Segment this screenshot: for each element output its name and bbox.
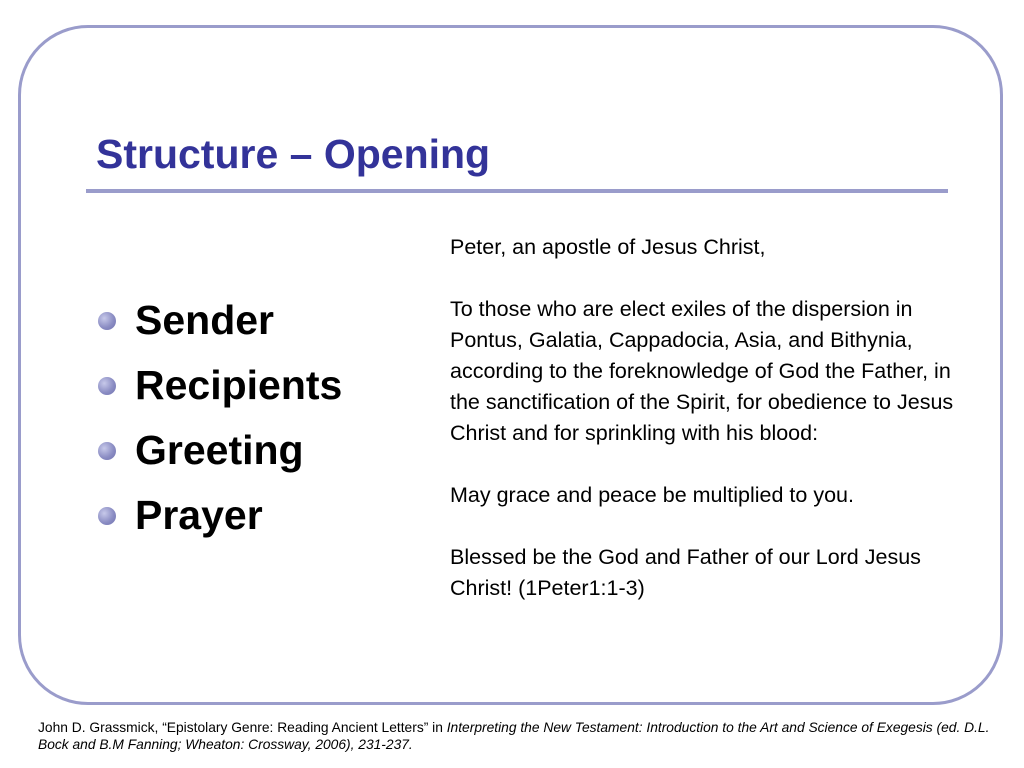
- citation-prefix: John D. Grassmick, “Epistolary Genre: Reading Ancient Letters” in: [38, 720, 447, 735]
- title-underline: [86, 189, 948, 193]
- passage-prayer: Blessed be the God and Father of our Lord Jesus Christ! (1Peter1:1-3): [450, 545, 921, 600]
- bullet-dot-icon: [98, 312, 116, 330]
- bullet-item-sender: [98, 288, 342, 353]
- passage-greeting: May grace and peace be multiplied to you.: [450, 483, 854, 507]
- footnote-citation: [38, 719, 998, 753]
- citation-source-title: Interpreting the New Testament: Introduction to the Art and Science of Exegesis (ed. D.L. Bock and B.M Fanning; Wheaton: Crossway, 2006), 231-237.: [38, 720, 990, 752]
- bullet-dot-icon: [98, 442, 116, 460]
- bullet-dot-icon: [98, 507, 116, 525]
- bullet-item-greeting: [98, 418, 342, 483]
- scripture-passage: [450, 232, 980, 635]
- passage-recipients: To those who are elect exiles of the dispersion in Pontus, Galatia, Cappadocia, Asia, and Bithynia, according to the foreknowledge of God the Father, in the sanctification of the Spirit, for obedience to Jesus Christ and for sprinkling with his blood:: [450, 297, 954, 445]
- bullet-item-prayer: [98, 483, 342, 548]
- bullet-label: Recipients: [135, 362, 343, 408]
- slide-title: Structure – Opening: [96, 131, 491, 177]
- passage-sender: Peter, an apostle of Jesus Christ,: [450, 235, 766, 259]
- bullet-item-recipients: [98, 353, 342, 418]
- bullet-label: Prayer: [135, 492, 263, 538]
- bullet-list: [98, 288, 342, 548]
- bullet-dot-icon: [98, 377, 116, 395]
- bullet-label: Sender: [135, 297, 274, 343]
- bullet-label: Greeting: [135, 427, 304, 473]
